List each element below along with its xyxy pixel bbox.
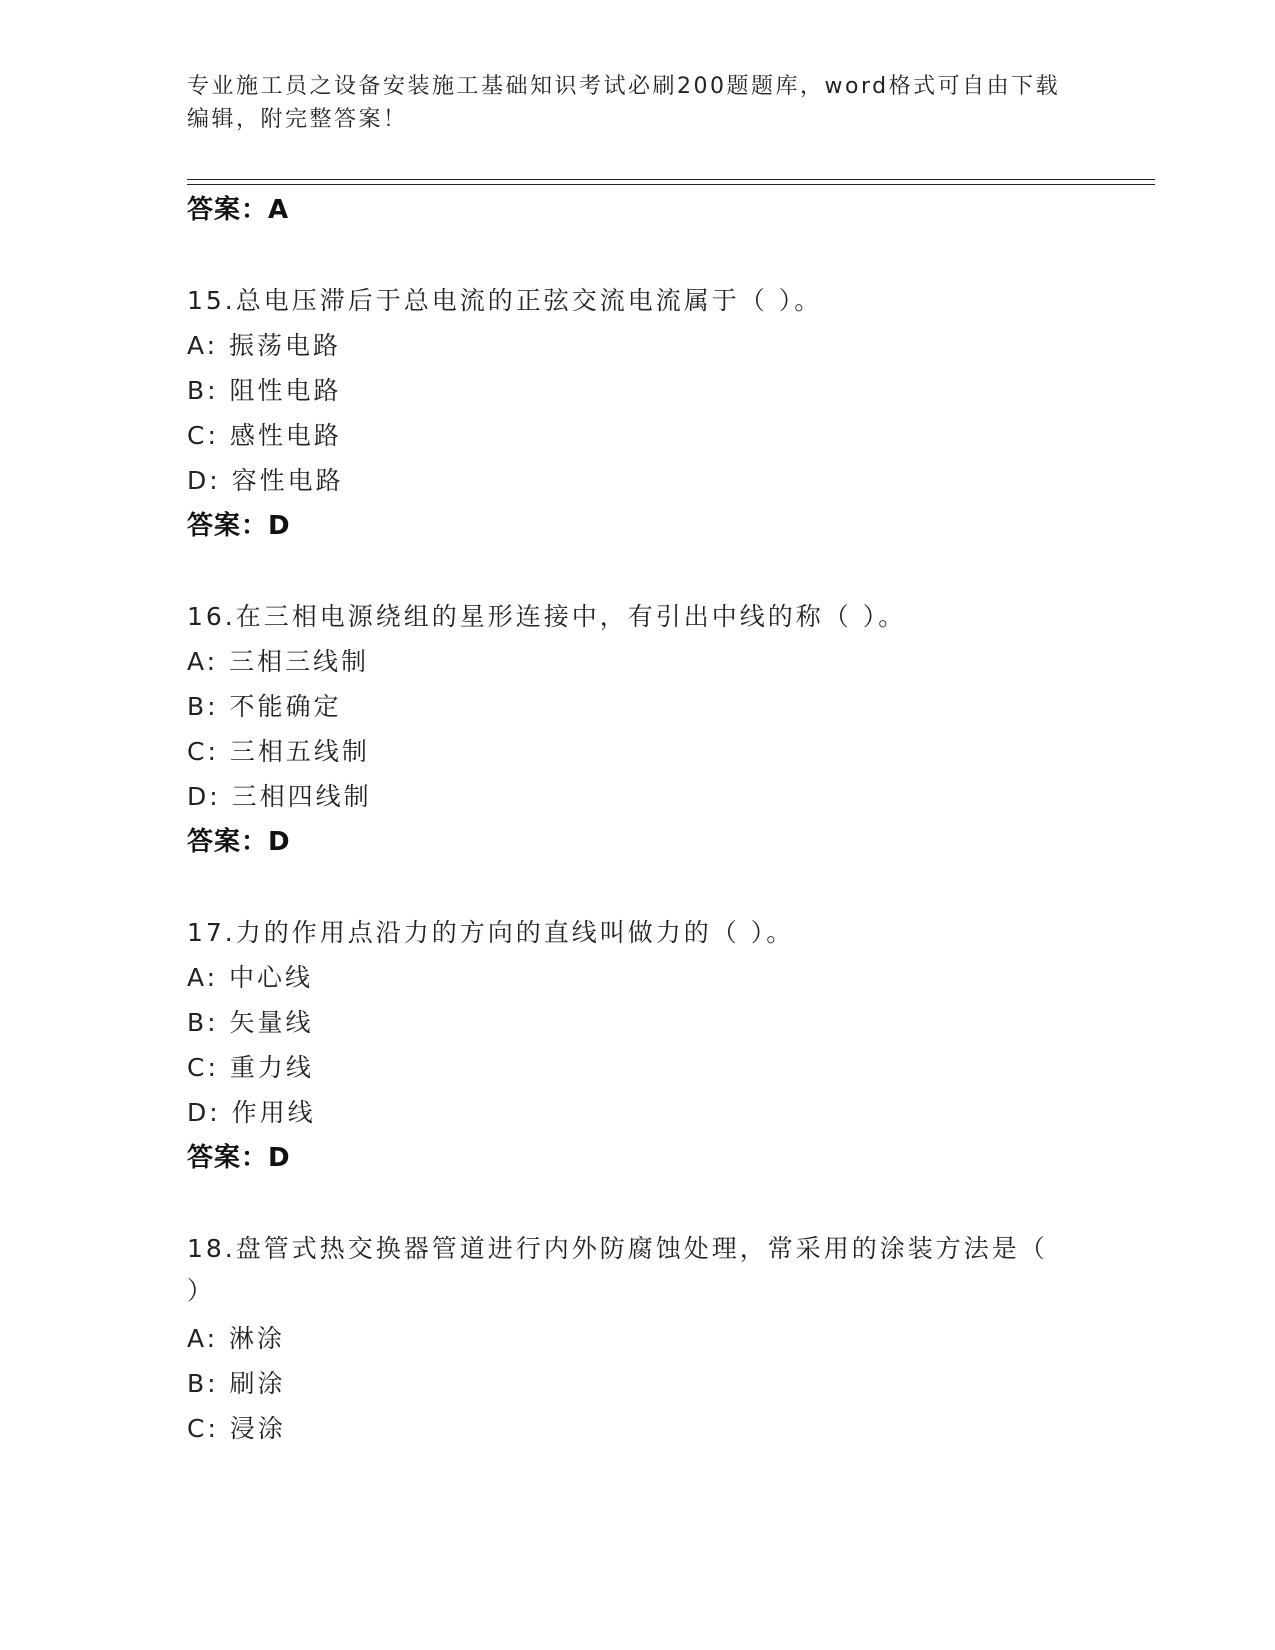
header-line-2: 编辑，附完整答案！: [187, 107, 408, 132]
question-17-stem: 17.力的作用点沿力的方向的直线叫做力的（ ）。: [187, 918, 795, 947]
question-18-option-b: B: 刷涂: [187, 1369, 286, 1398]
question-17-option-d: D: 作用线: [187, 1098, 316, 1127]
question-18-option-a: A: 淋涂: [187, 1324, 286, 1353]
question-15-option-a: A: 振荡电路: [187, 331, 342, 360]
question-15-option-d: D: 容性电路: [187, 466, 344, 495]
answer-16: 答案：D: [187, 827, 291, 857]
question-15-stem: 15.总电压滞后于总电流的正弦交流电流属于（ ）。: [187, 286, 823, 315]
document-header: [187, 70, 1067, 136]
answer-14: 答案：A: [187, 195, 290, 225]
header-line-1: 专业施工员之设备安装施工基础知识考试必刷200题题库，word格式可自由下载: [187, 74, 1061, 99]
question-15-option-b: B: 阻性电路: [187, 376, 342, 405]
answer-15: 答案：D: [187, 511, 291, 541]
question-18-stem-line-1: 18.盘管式热交换器管道进行内外防腐蚀处理，常采用的涂装方法是（: [187, 1234, 1048, 1263]
header-rule-top: [187, 179, 1155, 180]
question-17-option-b: B: 矢量线: [187, 1008, 314, 1037]
question-16-option-c: C: 三相五线制: [187, 737, 370, 766]
question-16-option-d: D: 三相四线制: [187, 782, 372, 811]
question-17-option-c: C: 重力线: [187, 1053, 314, 1082]
question-16-option-b: B: 不能确定: [187, 692, 342, 721]
question-18-option-c: C: 浸涂: [187, 1414, 286, 1443]
header-rule-bottom: [187, 184, 1155, 185]
question-18-stem-line-2: ）: [187, 1276, 216, 1305]
question-15-option-c: C: 感性电路: [187, 421, 342, 450]
question-17-option-a: A: 中心线: [187, 963, 314, 992]
question-16-option-a: A: 三相三线制: [187, 647, 370, 676]
answer-17: 答案：D: [187, 1143, 291, 1173]
question-16-stem: 16.在三相电源绕组的星形连接中，有引出中线的称（ ）。: [187, 602, 907, 631]
